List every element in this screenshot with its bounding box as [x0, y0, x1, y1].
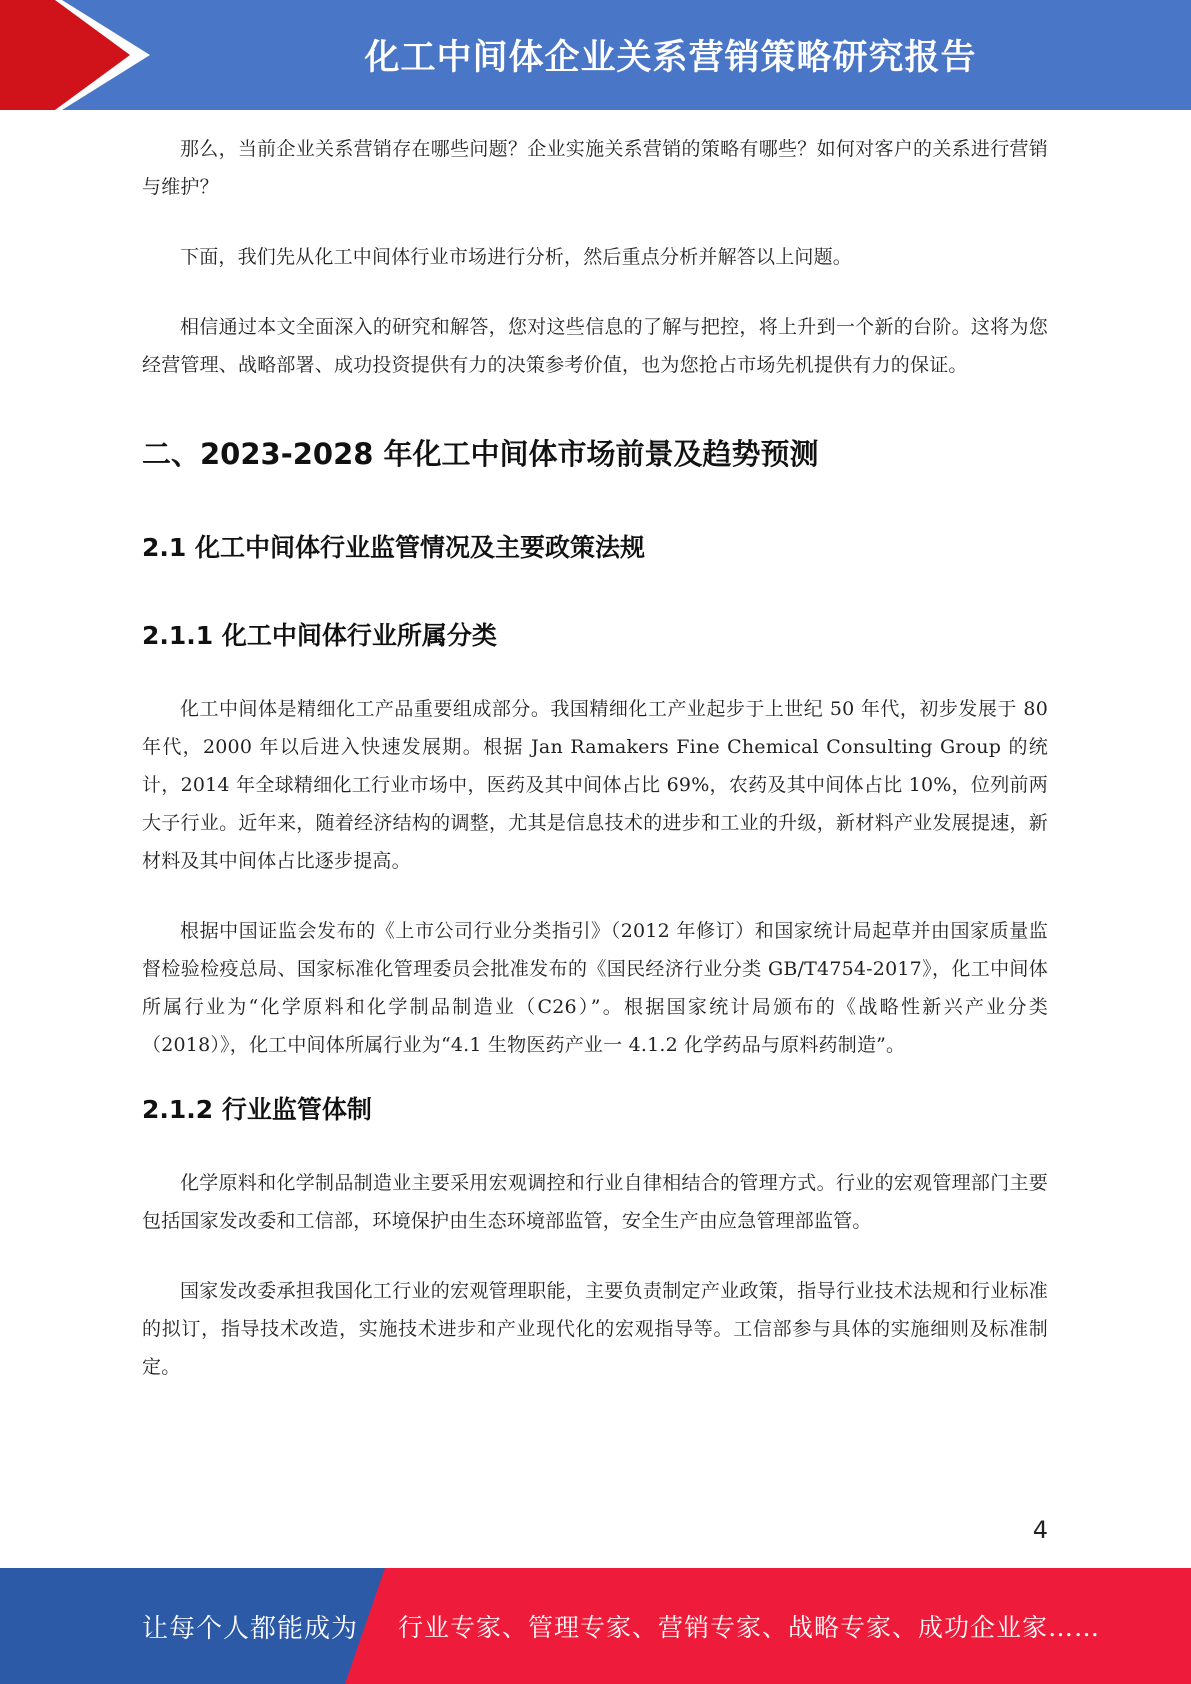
- paragraph-industry-category: 根据中国证监会发布的《上市公司行业分类指引》（2012 年修订）和国家统计局起草并由国家质量监督检验检疫总局、国家标准化管理委员会批准发布的《国民经济行业分类 GB/T4754-2017》，化工中间体所属行业为“化学原料和化学制品制造业（C26）”。根据国家统计局颁布的《战略性新兴产业分类（2018）》，化工中间体所属行业为“4.1 生物医药产业一 4.1.2 化学药品与原料药制造”。: [142, 920, 1048, 1056]
- page-number: 4: [1032, 1516, 1048, 1544]
- document-title: 化工中间体企业关系营销策略研究报告: [364, 38, 977, 78]
- paragraph-value: 相信通过本文全面深入的研究和解答，您对这些信息的了解与把控，将上升到一个新的台阶。这将为您经营管理、战略部署、成功投资提供有力的决策参考价值，也为您抢占市场先机提供有力的保证。: [142, 316, 1048, 376]
- footer-bar: [0, 1568, 1191, 1684]
- paragraph-regulation: 化学原料和化学制品制造业主要采用宏观调控和行业自律相结合的管理方式。行业的宏观管理部门主要包括国家发改委和工信部，环境保护由生态环境部监管，安全生产由应急管理部监管。: [142, 1172, 1048, 1232]
- paragraph-intro: 下面，我们先从化工中间体行业市场进行分析，然后重点分析并解答以上问题。: [180, 246, 853, 268]
- subsection-heading-2-1-2: 2.1.2 行业监管体制: [142, 1095, 372, 1124]
- header-bar: [0, 0, 1191, 110]
- page-content: [142, 130, 1048, 1386]
- paragraph-classification: 化工中间体是精细化工产品重要组成部分。我国精细化工产业起步于上世纪 50 年代，初步发展于 80 年代，2000 年以后进入快速发展期。根据 Jan Ramakers Fine Chemical Consulting Group 的统计，2014 年全球精细化工行业市场中，医药及其中间体占比 69%，农药及其中间体占比 10%，位列前两大子行业。近年来，随着经济结构的调整，尤其是信息技术的进步和工业的升级，新材料产业发展提速，新材料及其中间体占比逐步提高。: [142, 698, 1048, 872]
- paragraph-questions: 那么，当前企业关系营销存在哪些问题？企业实施关系营销的策略有哪些？如何对客户的关系进行营销与维护？: [142, 138, 1048, 198]
- section-heading-2: 二、2023-2028 年化工中间体市场前景及趋势预测: [142, 437, 819, 471]
- subsection-heading-2-1: 2.1 化工中间体行业监管情况及主要政策法规: [142, 533, 645, 562]
- subsection-heading-2-1-1: 2.1.1 化工中间体行业所属分类: [142, 621, 497, 650]
- header-chevron-decoration: [0, 0, 160, 110]
- paragraph-ndrc: 国家发改委承担我国化工行业的宏观管理职能，主要负责制定产业政策，指导行业技术法规和行业标准的拟订，指导技术改造，实施技术进步和产业现代化的宏观指导等。工信部参与具体的实施细则及标准制定。: [142, 1280, 1048, 1378]
- footer-slogan-right: 行业专家、管理专家、营销专家、战略专家、成功企业家……: [398, 1613, 1101, 1642]
- footer-slogan-left: 让每个人都能成为: [142, 1613, 359, 1644]
